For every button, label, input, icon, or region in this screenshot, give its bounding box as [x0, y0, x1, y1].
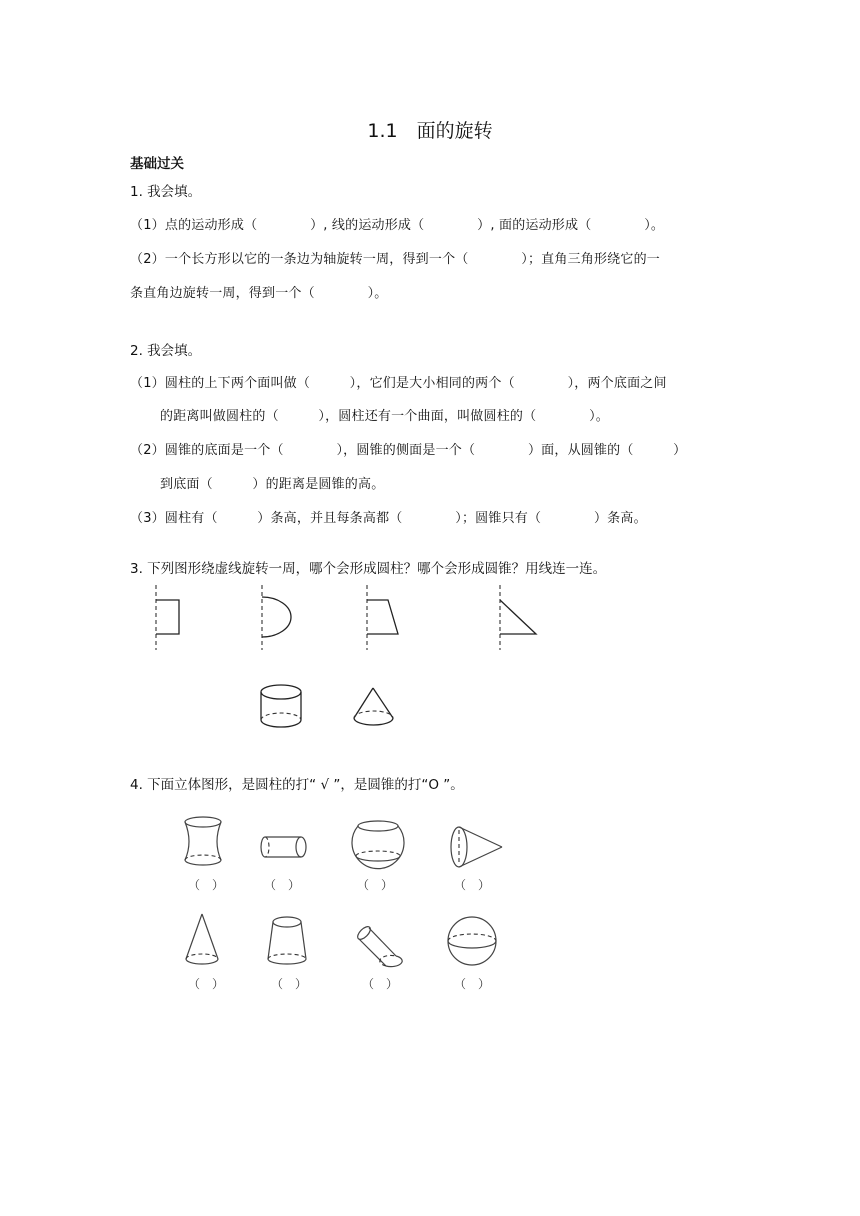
section-heading: 基础过关 [130, 156, 184, 172]
question-2-line-1: （1）圆柱的上下两个面叫做（ ），它们是大小相同的两个（ ），两个底面之间 [130, 376, 667, 391]
tilted-cylinder-solid[interactable] [356, 925, 403, 967]
question-1-line-3: 条直角边旋转一周，得到一个（ ）。 [130, 286, 388, 301]
answer-blank[interactable]: （ ） [271, 977, 308, 991]
truncated-sphere-solid[interactable] [352, 821, 404, 869]
question-4-heading: 4. 下面立体图形，是圆柱的打“ √ ”，是圆锥的打“O ”。 [130, 777, 464, 793]
question-1-line-2: （2）一个长方形以它的一条边为轴旋转一周，得到一个（ ）；直角三角形绕它的一 [130, 252, 660, 267]
question-2-line-3: （2）圆锥的底面是一个（ ），圆锥的侧面是一个（ ）面，从圆锥的（ ） [130, 443, 687, 458]
question-1-heading: 1. 我会填。 [130, 184, 202, 200]
question-2-line-2: 的距离叫做圆柱的（ ），圆柱还有一个曲面，叫做圆柱的（ ）。 [160, 409, 610, 424]
question-3-heading: 3. 下列图形绕虚线旋转一周，哪个会形成圆柱？哪个会形成圆锥？用线连一连。 [130, 561, 607, 577]
sphere-solid[interactable] [448, 917, 496, 965]
answer-blank[interactable]: （ ） [362, 977, 399, 991]
answer-blank[interactable]: （ ） [357, 878, 394, 892]
answer-blank[interactable]: （ ） [454, 977, 491, 991]
question-2-line-4: 到底面（ ）的距离是圆锥的高。 [160, 477, 385, 492]
page-title: 1.1 面的旋转 [367, 120, 493, 142]
concave-cylinder-solid[interactable] [185, 817, 221, 865]
question-2-line-5: （3）圆柱有（ ）条高，并且每条高都（ ）；圆锥只有（ ）条高。 [130, 511, 647, 526]
frustum-solid[interactable] [268, 917, 306, 964]
horizontal-cylinder-solid[interactable] [261, 837, 306, 857]
question-2-heading: 2. 我会填。 [130, 343, 202, 359]
question-1-line-1: （1）点的运动形成（ ）, 线的运动形成（ ）, 面的运动形成（ ）。 [130, 218, 665, 233]
horizontal-cone-solid[interactable] [451, 827, 502, 867]
upright-cone-solid[interactable] [186, 914, 218, 964]
answer-blank[interactable]: （ ） [188, 977, 225, 991]
answer-blank[interactable]: （ ） [264, 878, 301, 892]
answer-blank[interactable]: （ ） [454, 878, 491, 892]
answer-blank[interactable]: （ ） [188, 878, 225, 892]
